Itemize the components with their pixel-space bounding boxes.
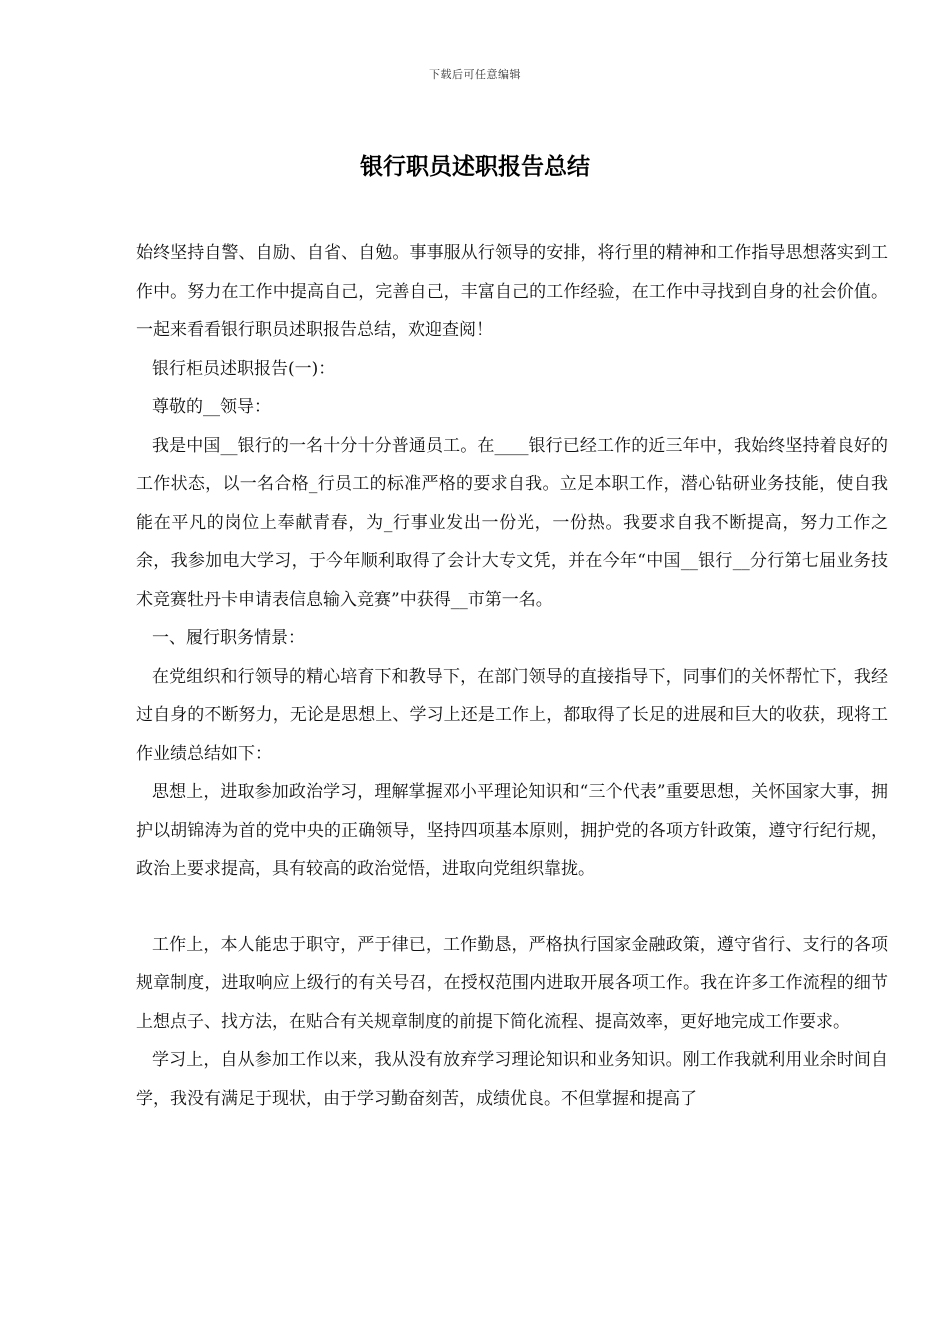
intro-paragraph: 始终坚持自警、自励、自省、自勉。事事服从行领导的安排，将行里的精神和工作指导思想落实到工作中。努力在工作中提高自己，完善自己，丰富自己的工作经验，在工作中寻找到自身的社会价值。一起来看看银行职员述职报告总结，欢迎查阅！ (136, 243, 888, 340)
salutation: 尊敬的__领导： (152, 397, 271, 417)
paragraph-self-intro: 我是中国__银行的一名十分十分普通员工。在____银行已经工作的近三年中，我始终坚持着良好的工作状态，以一名合格_行员工的标准严格的要求自我。立足本职工作，潜心钻研业务技能，使自我能在平凡的岗位上奉献青春，为_行事业发出一份光，一份热。我要求自我不断提高，努力工作之余，我参加电大学习，于今年顺利取得了会计大专文凭，并在今年“中国__银行__分行第七届业务技术竞赛牡丹卡申请表信息输入竞赛”中获得__市第一名。 (136, 435, 888, 610)
header-note: 下载后可任意编辑 (429, 68, 521, 81)
document-title: 银行职员述职报告总结 (360, 154, 590, 180)
section-heading: 一、履行职务情景： (152, 628, 305, 648)
document-body (136, 234, 888, 1118)
paragraph-overview: 在党组织和行领导的精心培育下和教导下，在部门领导的直接指导下，同事们的关怀帮忙下，我经过自身的不断努力，无论是思想上、学习上还是工作上，都取得了长足的进展和巨大的收获，现将工作业绩总结如下： (136, 666, 888, 764)
section-heading: 银行柜员述职报告(一)： (152, 358, 336, 379)
paragraph-ideology: 思想上，进取参加政治学习，理解掌握邓小平理论知识和“三个代表”重要思想，关怀国家大事，拥护以胡锦涛为首的党中央的正确领导，坚持四项基本原则，拥护党的各项方针政策，遵守行纪行规，政治上要求提高，具有较高的政治觉悟，进取向党组织靠拢。 (136, 782, 888, 879)
paragraph-work: 工作上，本人能忠于职守，严于律已，工作勤恳，严格执行国家金融政策，遵守省行、支行的各项规章制度，进取响应上级行的有关号召，在授权范围内进取开展各项工作。我在许多工作流程的细节上想点子、找方法，在贴合有关规章制度的前提下简化流程、提高效率，更好地完成工作要求。 (136, 934, 888, 1032)
paragraph-study: 学习上，自从参加工作以来，我从没有放弃学习理论知识和业务知识。刚工作我就利用业余时间自学，我没有满足于现状，由于学习勤奋刻苦，成绩优良。不但掌握和提高了 (136, 1050, 888, 1109)
